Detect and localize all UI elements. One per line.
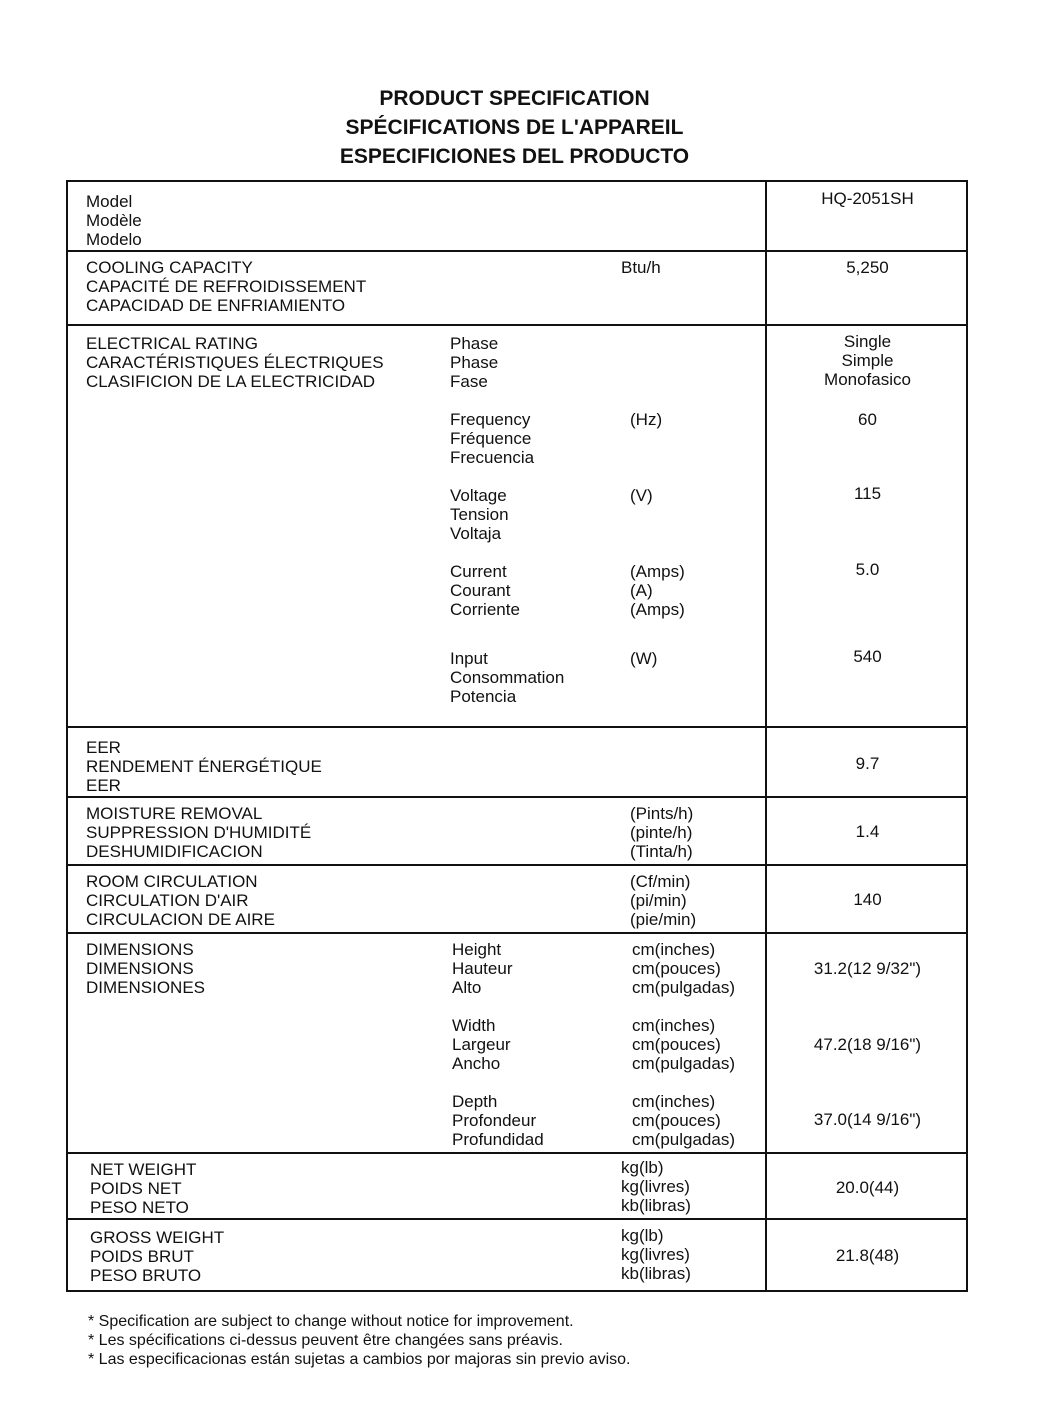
circulation-value: 140 [853,890,882,909]
gross-weight-label: GROSS WEIGHT POIDS BRUT PESO BRUTO [90,1228,225,1285]
spec-row-eer [68,726,966,798]
footnote-english: * Specification are subject to change without notice for improvement. [88,1313,574,1330]
net-weight-label: NET WEIGHT POIDS NET PESO NETO [90,1160,197,1217]
gross-weight-unit: kg(lb) kg(livres) kb(libras) [621,1226,691,1283]
specification-table [66,180,968,1292]
cooling-label: COOLING CAPACITY CAPACITÉ DE REFROIDISSEMENT CAPACIDAD DE ENFRIAMIENTO [86,258,367,315]
spec-row-moisture-removal [68,796,966,866]
input-param: Input Consommation Potencia [450,649,565,706]
voltage-value: 115 [853,484,882,503]
phase-param: Phase Phase Fase [450,334,499,391]
net-weight-value: 20.0(44) [835,1178,900,1197]
eer-value: 9.7 [855,754,880,773]
spec-row-net-weight [68,1152,966,1220]
width-param: Width Largeur Ancho [452,1016,511,1073]
height-param: Height Hauteur Alto [452,940,513,997]
spec-row-room-circulation [68,864,966,934]
current-unit: (Amps) (A) (Amps) [630,562,685,619]
voltage-unit: (V) [630,486,653,505]
moisture-unit: (Pints/h) (pinte/h) (Tinta/h) [630,804,694,861]
frequency-param: Frequency Fréquence Frecuencia [450,410,535,467]
input-unit: (W) [630,649,658,668]
current-value: 5.0 [855,560,880,579]
spec-row-cooling-capacity [68,250,966,326]
footnote-french: * Les spécifications ci-dessus peuvent être changées sans préavis. [88,1332,563,1349]
current-param: Current Courant Corriente [450,562,520,619]
model-value: HQ-2051SH [821,189,914,208]
electrical-label: ELECTRICAL RATING CARACTÉRISTIQUES ÉLECTRIQUES CLASIFICION DE LA ELECTRICIDAD [86,334,384,391]
cooling-value: 5,250 [846,258,889,277]
dimensions-label: DIMENSIONS DIMENSIONS DIMENSIONES [86,940,206,997]
depth-value: 37.0(14 9/16") [813,1110,922,1129]
gross-weight-value: 21.8(48) [835,1246,900,1265]
circulation-label: ROOM CIRCULATION CIRCULATION D'AIR CIRCULACION DE AIRE [86,872,275,929]
spec-row-model [68,182,966,252]
height-value: 31.2(12 9/32") [813,959,922,978]
title-french: SPÉCIFICATIONS DE L'APPAREIL [345,116,684,139]
voltage-param: Voltage Tension Voltaja [450,486,509,543]
title-spanish: ESPECIFICIONES DEL PRODUCTO [339,145,690,168]
width-unit: cm(inches) cm(pouces) cm(pulgadas) [632,1016,735,1073]
document-titles [0,84,1059,171]
depth-param: Depth Profondeur Profundidad [452,1092,544,1149]
net-weight-unit: kg(lb) kg(livres) kb(libras) [621,1158,691,1215]
frequency-unit: (Hz) [630,410,663,429]
moisture-label: MOISTURE REMOVAL SUPPRESSION D'HUMIDITÉ DESHUMIDIFICACION [86,804,312,861]
footnote-spanish: * Las especificacionas están sujetas a cambios por majoras sin previo aviso. [88,1351,631,1368]
height-unit: cm(inches) cm(pouces) cm(pulgadas) [632,940,735,997]
frequency-value: 60 [858,410,877,429]
eer-label: EER RENDEMENT ÉNERGÉTIQUE EER [86,738,322,795]
model-label: Model Modèle Modelo [86,192,142,249]
footnotes [88,1312,631,1369]
spec-row-electrical-rating [68,324,966,728]
spec-row-dimensions [68,932,966,1154]
input-value: 540 [853,647,882,666]
spec-row-gross-weight [68,1218,966,1292]
phase-value: Single Simple Monofasico [824,332,911,389]
circulation-unit: (Cf/min) (pi/min) (pie/min) [630,872,697,929]
width-value: 47.2(18 9/16") [813,1035,922,1054]
title-english: PRODUCT SPECIFICATION [379,87,650,110]
moisture-value: 1.4 [855,822,880,841]
cooling-unit: Btu/h [621,258,661,277]
depth-unit: cm(inches) cm(pouces) cm(pulgadas) [632,1092,735,1149]
